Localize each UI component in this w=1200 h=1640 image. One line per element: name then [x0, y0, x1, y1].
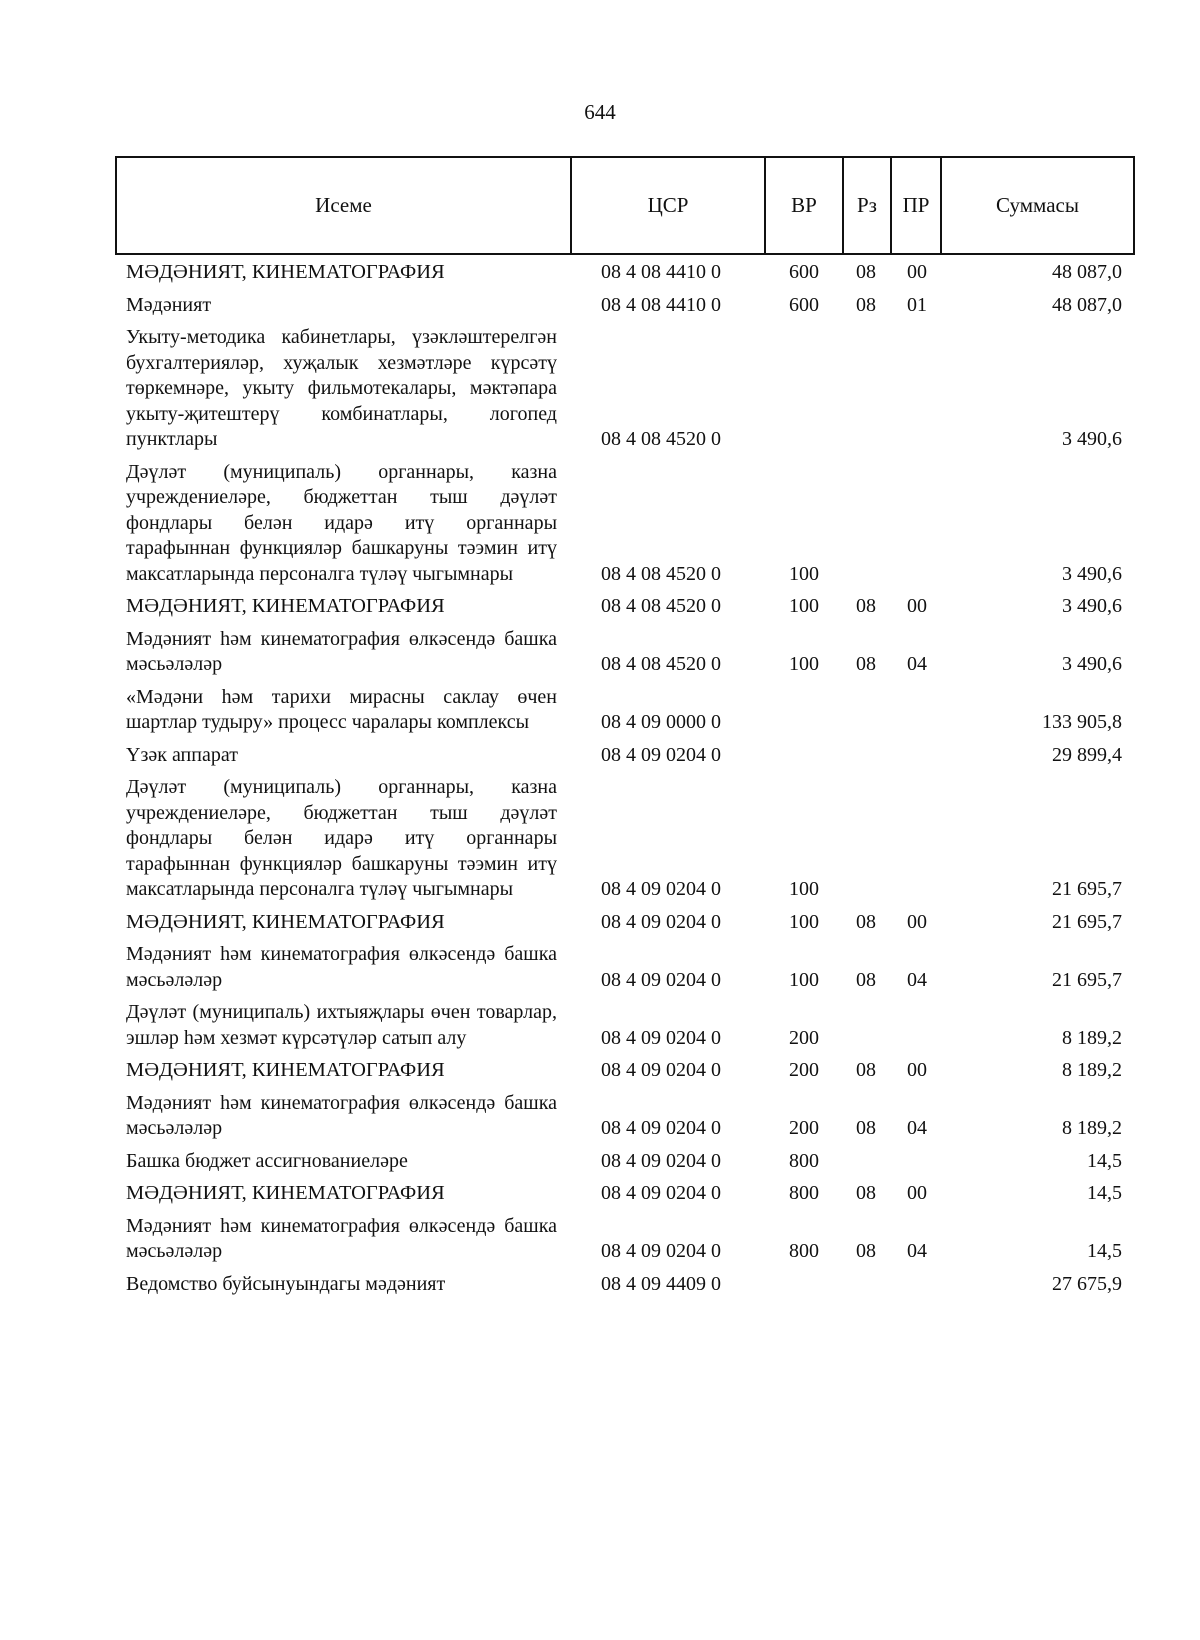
row-name: Мәдәният һәм кинематография өлкәсендә башка мәсьәләләр: [126, 943, 557, 991]
row-sum: 133 905,8: [1042, 711, 1122, 733]
row-pr: 00: [907, 595, 927, 617]
row-rz: 08: [856, 595, 876, 617]
row-sum: 14,5: [1087, 1182, 1122, 1204]
row-pr: [891, 995, 941, 1053]
row-name: Дәүләт (муниципаль) органнары, казна учреждениеләре, бюджеттан тыш дәүләт фондлары белән идарә итү органнары тарафыннан функцияләр башкаруны тәэмин итү максатларында персоналга түләү чыгымнары: [126, 776, 557, 900]
row-name: Үзәк аппарат: [126, 743, 238, 766]
table-row: [116, 770, 1134, 905]
table-row: [116, 680, 1134, 738]
row-vr: 200: [789, 1026, 819, 1049]
row-rz: 08: [856, 1117, 876, 1139]
table-header: [116, 157, 1134, 254]
row-rz: [843, 455, 891, 590]
table-row: [116, 905, 1134, 938]
table-row: [116, 1209, 1134, 1267]
row-name: МӘДӘНИЯТ, КИНЕМАТОГРАФИЯ: [126, 595, 445, 617]
row-sum: 21 695,7: [1052, 910, 1122, 933]
table-row: [116, 622, 1134, 680]
row-csr: 08 4 09 0000 0: [601, 711, 721, 733]
row-name: Мәдәният һәм кинематография өлкәсендә башка мәсьәләләр: [126, 1091, 557, 1139]
row-rz: 08: [856, 1059, 876, 1081]
row-name: Ведомство буйсынуындагы мәдәният: [126, 1272, 446, 1295]
row-sum: 8 189,2: [1062, 1026, 1122, 1049]
row-csr: 08 4 08 4410 0: [601, 293, 721, 316]
row-name: Мәдәният: [126, 293, 212, 316]
row-csr: 08 4 09 0204 0: [601, 910, 721, 933]
row-vr: 200: [789, 1059, 819, 1081]
row-csr: 08 4 08 4520 0: [601, 428, 721, 450]
row-csr: 08 4 09 0204 0: [601, 878, 721, 900]
row-pr: 04: [907, 1240, 927, 1262]
row-pr: [891, 320, 941, 455]
row-rz: 08: [856, 1182, 876, 1204]
row-name: Дәүләт (муниципаль) органнары, казна учреждениеләре, бюджеттан тыш дәүләт фондлары белән идарә итү органнары тарафыннан функцияләр башкаруны тәэмин итү максатларында персоналга түләү чыгымнары: [126, 460, 557, 585]
row-sum: 3 490,6: [1062, 428, 1122, 450]
table-row: [116, 254, 1134, 288]
row-sum: 3 490,6: [1062, 562, 1122, 585]
row-sum: 14,5: [1087, 1149, 1122, 1172]
row-pr: 04: [907, 653, 927, 675]
row-vr: [765, 738, 843, 771]
row-sum: 3 490,6: [1062, 595, 1122, 617]
row-pr: 00: [907, 1059, 927, 1081]
table-row: [116, 1086, 1134, 1144]
row-pr: [891, 455, 941, 590]
row-pr: 00: [907, 261, 927, 283]
row-sum: 14,5: [1087, 1240, 1122, 1262]
row-vr: 600: [789, 293, 819, 316]
table-row: [116, 455, 1134, 590]
table-row: [116, 1053, 1134, 1086]
row-csr: 08 4 09 0204 0: [601, 1026, 721, 1049]
table-row: [116, 1267, 1134, 1300]
row-name: Укыту-методика кабинетлары, үзәкләштерелгән бухгалтерияләр, хуҗалык хезмәтләре күрсәтү төркемнәре, укыту фильмотекалары, мәктәпара укыту-җитештерү комбинатлары, логопед пунктлары: [126, 326, 557, 450]
budget-table: [115, 156, 1135, 1299]
column-header-name: Исеме: [116, 157, 571, 254]
row-pr: 04: [907, 968, 927, 991]
row-pr: 04: [907, 1117, 927, 1139]
column-header-sum: Суммасы: [941, 157, 1134, 254]
table-row: [116, 1144, 1134, 1177]
row-sum: 21 695,7: [1052, 968, 1122, 991]
row-vr: 800: [789, 1182, 819, 1204]
row-pr: 00: [907, 910, 927, 933]
row-csr: 08 4 09 0204 0: [601, 743, 721, 766]
row-name: МӘДӘНИЯТ, КИНЕМАТОГРАФИЯ: [126, 261, 445, 283]
row-sum: 21 695,7: [1052, 878, 1122, 900]
row-rz: [843, 995, 891, 1053]
row-csr: 08 4 08 4410 0: [601, 261, 721, 283]
row-vr: 800: [789, 1240, 819, 1262]
table-row: [116, 320, 1134, 455]
row-csr: 08 4 09 0204 0: [601, 1240, 721, 1262]
row-rz: 08: [856, 653, 876, 675]
row-name: МӘДӘНИЯТ, КИНЕМАТОГРАФИЯ: [126, 1059, 445, 1081]
table-row: [116, 995, 1134, 1053]
row-csr: 08 4 08 4520 0: [601, 595, 721, 617]
row-name: Дәүләт (муниципаль) ихтыяҗлары өчен товарлар, эшләр һәм хезмәт күрсәтүләр сатып алу: [126, 1001, 557, 1049]
row-name: Башка бюджет ассигнованиеләре: [126, 1149, 408, 1172]
row-csr: 08 4 08 4520 0: [601, 562, 721, 585]
table-row: [116, 738, 1134, 771]
page-number: 644: [584, 100, 616, 124]
table-row: [116, 937, 1134, 995]
row-pr: [891, 738, 941, 771]
table-row: [116, 1176, 1134, 1209]
column-header-vr: ВР: [765, 157, 843, 254]
row-sum: 29 899,4: [1052, 743, 1122, 766]
row-pr: 01: [907, 293, 927, 316]
row-pr: [891, 1267, 941, 1300]
row-csr: 08 4 09 0204 0: [601, 1117, 721, 1139]
row-vr: 100: [789, 653, 819, 675]
row-sum: 8 189,2: [1062, 1059, 1122, 1081]
row-csr: 08 4 09 0204 0: [601, 1149, 721, 1172]
row-rz: [843, 1267, 891, 1300]
row-sum: 3 490,6: [1062, 653, 1122, 675]
row-sum: 48 087,0: [1052, 293, 1122, 316]
row-csr: 08 4 09 0204 0: [601, 1059, 721, 1081]
row-sum: 48 087,0: [1052, 261, 1122, 283]
row-vr: [765, 320, 843, 455]
row-name: Мәдәният һәм кинематография өлкәсендә башка мәсьәләләр: [126, 627, 557, 675]
row-csr: 08 4 09 0204 0: [601, 968, 721, 991]
row-vr: 100: [789, 562, 819, 585]
row-rz: [843, 1144, 891, 1177]
row-vr: [765, 1267, 843, 1300]
row-rz: 08: [856, 293, 876, 316]
row-name: МӘДӘНИЯТ, КИНЕМАТОГРАФИЯ: [126, 910, 445, 933]
row-rz: [843, 320, 891, 455]
row-sum: 8 189,2: [1062, 1117, 1122, 1139]
column-header-rz: Рз: [843, 157, 891, 254]
row-vr: 800: [789, 1149, 819, 1172]
row-csr: 08 4 09 0204 0: [601, 1182, 721, 1204]
row-csr: 08 4 08 4520 0: [601, 653, 721, 675]
row-name: «Мәдәни һәм тарихи мирасны саклау өчен шартлар тудыру» процесс чаралары комплексы: [126, 685, 557, 733]
row-rz: [843, 770, 891, 905]
row-rz: [843, 738, 891, 771]
row-rz: 08: [856, 1240, 876, 1262]
table-row: [116, 589, 1134, 622]
row-name: Мәдәният һәм кинематография өлкәсендә башка мәсьәләләр: [126, 1214, 557, 1262]
row-vr: 100: [789, 968, 819, 991]
row-vr: 200: [789, 1117, 819, 1139]
row-pr: [891, 680, 941, 738]
row-rz: 08: [856, 910, 876, 933]
row-rz: 08: [856, 261, 876, 283]
row-vr: 100: [789, 878, 819, 900]
table-row: [116, 288, 1134, 321]
row-name: МӘДӘНИЯТ, КИНЕМАТОГРАФИЯ: [126, 1182, 445, 1204]
row-vr: 600: [789, 261, 819, 283]
column-header-csr: ЦСР: [571, 157, 765, 254]
row-vr: [765, 680, 843, 738]
row-pr: 00: [907, 1182, 927, 1204]
row-sum: 27 675,9: [1052, 1272, 1122, 1295]
row-vr: 100: [789, 910, 819, 933]
row-pr: [891, 1144, 941, 1177]
row-vr: 100: [789, 595, 819, 617]
row-pr: [891, 770, 941, 905]
row-rz: 08: [856, 968, 876, 991]
row-rz: [843, 680, 891, 738]
column-header-pr: ПР: [891, 157, 941, 254]
row-csr: 08 4 09 4409 0: [601, 1272, 721, 1295]
